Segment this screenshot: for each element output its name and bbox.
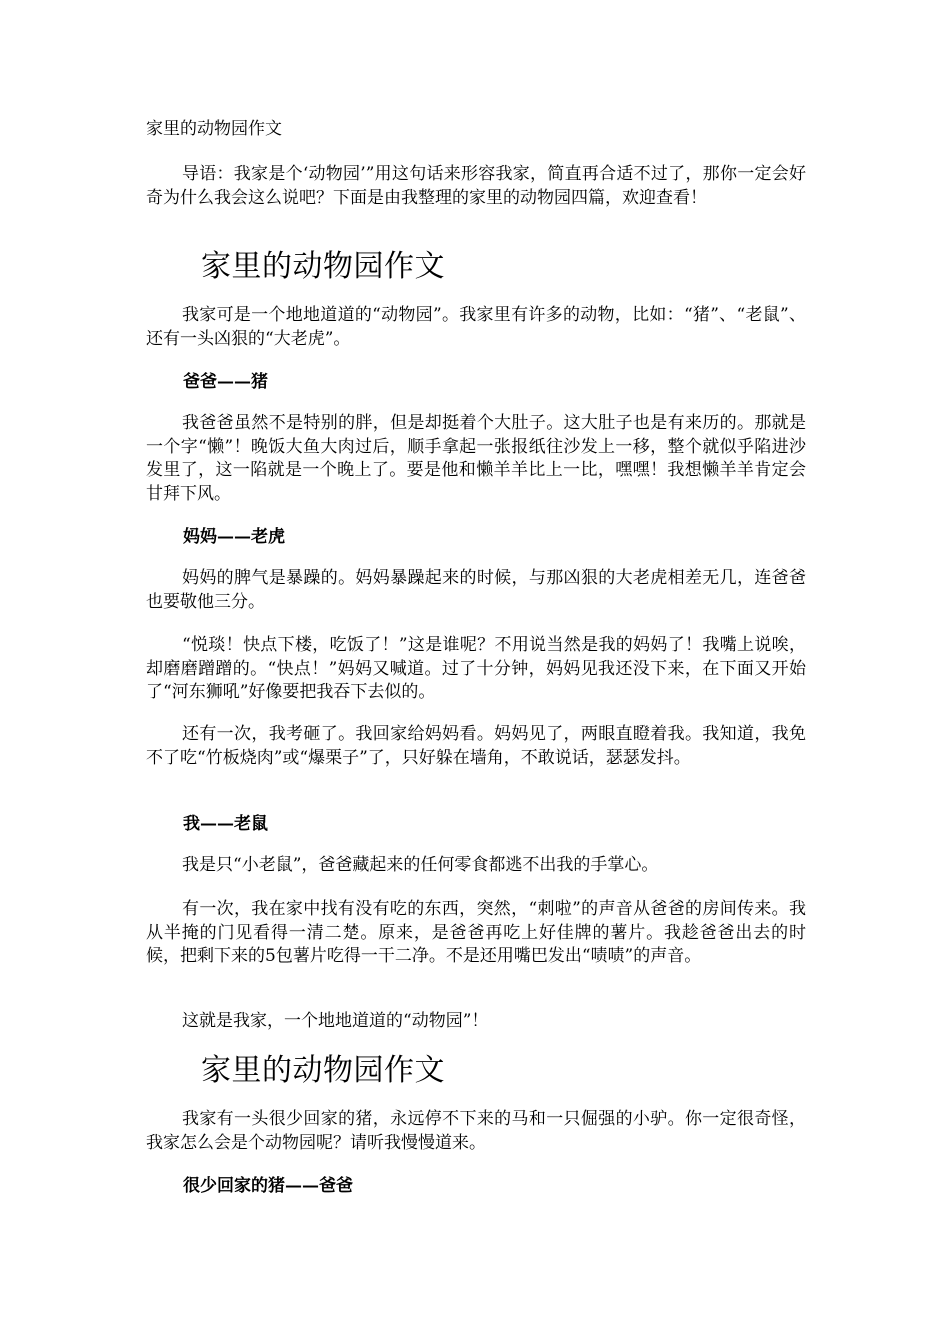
document-title: 家里的动物园作文 <box>146 119 282 139</box>
paragraph: 我家可是一个地地道道的“动物园”。我家里有许多的动物，比如：“猪”、“老鼠”、还有一头凶狠的“大老虎”。 <box>146 305 806 349</box>
intro-paragraph: 导语：我家是个‘动物园’”用这句话来形容我家，简直再合适不过了，那你一定会好奇为什么我会这么说吧？下面是由我整理的家里的动物园四篇，欢迎查看！ <box>146 164 806 208</box>
subheading: 很少回家的猪——爸爸 <box>183 1176 353 1196</box>
paragraph: 这就是我家，一个地地道道的“动物园”！ <box>182 1011 489 1031</box>
section-heading: 家里的动物园作文 <box>201 1053 445 1088</box>
paragraph: 我家有一头很少回家的猪，永远停不下来的马和一只倔强的小驴。你一定很奇怪，我家怎么会是个动物园呢？请听我慢慢道来。 <box>146 1109 806 1153</box>
subheading: 爸爸——猪 <box>183 372 268 392</box>
paragraph: 有一次，我在家中找有没有吃的东西，突然，“刺啦”的声音从爸爸的房间传来。我从半掩的门见看得一清二楚。原来，是爸爸再吃上好佳牌的薯片。我趁爸爸出去的时候，把剩下来的5包薯片吃得一干二净。不是还用嘴巴发出“啧啧”的声音。 <box>146 899 806 966</box>
subheading: 妈妈——老虎 <box>183 527 285 547</box>
subheading: 我——老鼠 <box>183 814 268 834</box>
paragraph: 妈妈的脾气是暴躁的。妈妈暴躁起来的时候，与那凶狠的大老虎相差无几，连爸爸也要敬他三分。 <box>146 568 806 612</box>
paragraph: 我是只“小老鼠”，爸爸藏起来的任何零食都逃不出我的手掌心。 <box>182 855 659 875</box>
section-heading: 家里的动物园作文 <box>201 249 445 284</box>
paragraph: 我爸爸虽然不是特别的胖，但是却挺着个大肚子。这大肚子也是有来历的。那就是一个字“懒”！晚饭大鱼大肉过后，顺手拿起一张报纸往沙发上一移，整个就似乎陷进沙发里了，这一陷就是一个晚上了。要是他和懒羊羊比上一比，嘿嘿！我想懒羊羊肯定会甘拜下风。 <box>146 413 806 504</box>
paragraph: 还有一次，我考砸了。我回家给妈妈看。妈妈见了，两眼直瞪着我。我知道，我免不了吃“竹板烧肉”或“爆栗子”了，只好躲在墙角，不敢说话，瑟瑟发抖。 <box>146 724 806 768</box>
paragraph: “悦琰！快点下楼，吃饭了！”这是谁呢？不用说当然是我的妈妈了！我嘴上说唉，却磨磨蹭蹭的。“快点！”妈妈又喊道。过了十分钟，妈妈见我还没下来，在下面又开始了“河东狮吼”好像要把我吞下去似的。 <box>146 635 806 702</box>
